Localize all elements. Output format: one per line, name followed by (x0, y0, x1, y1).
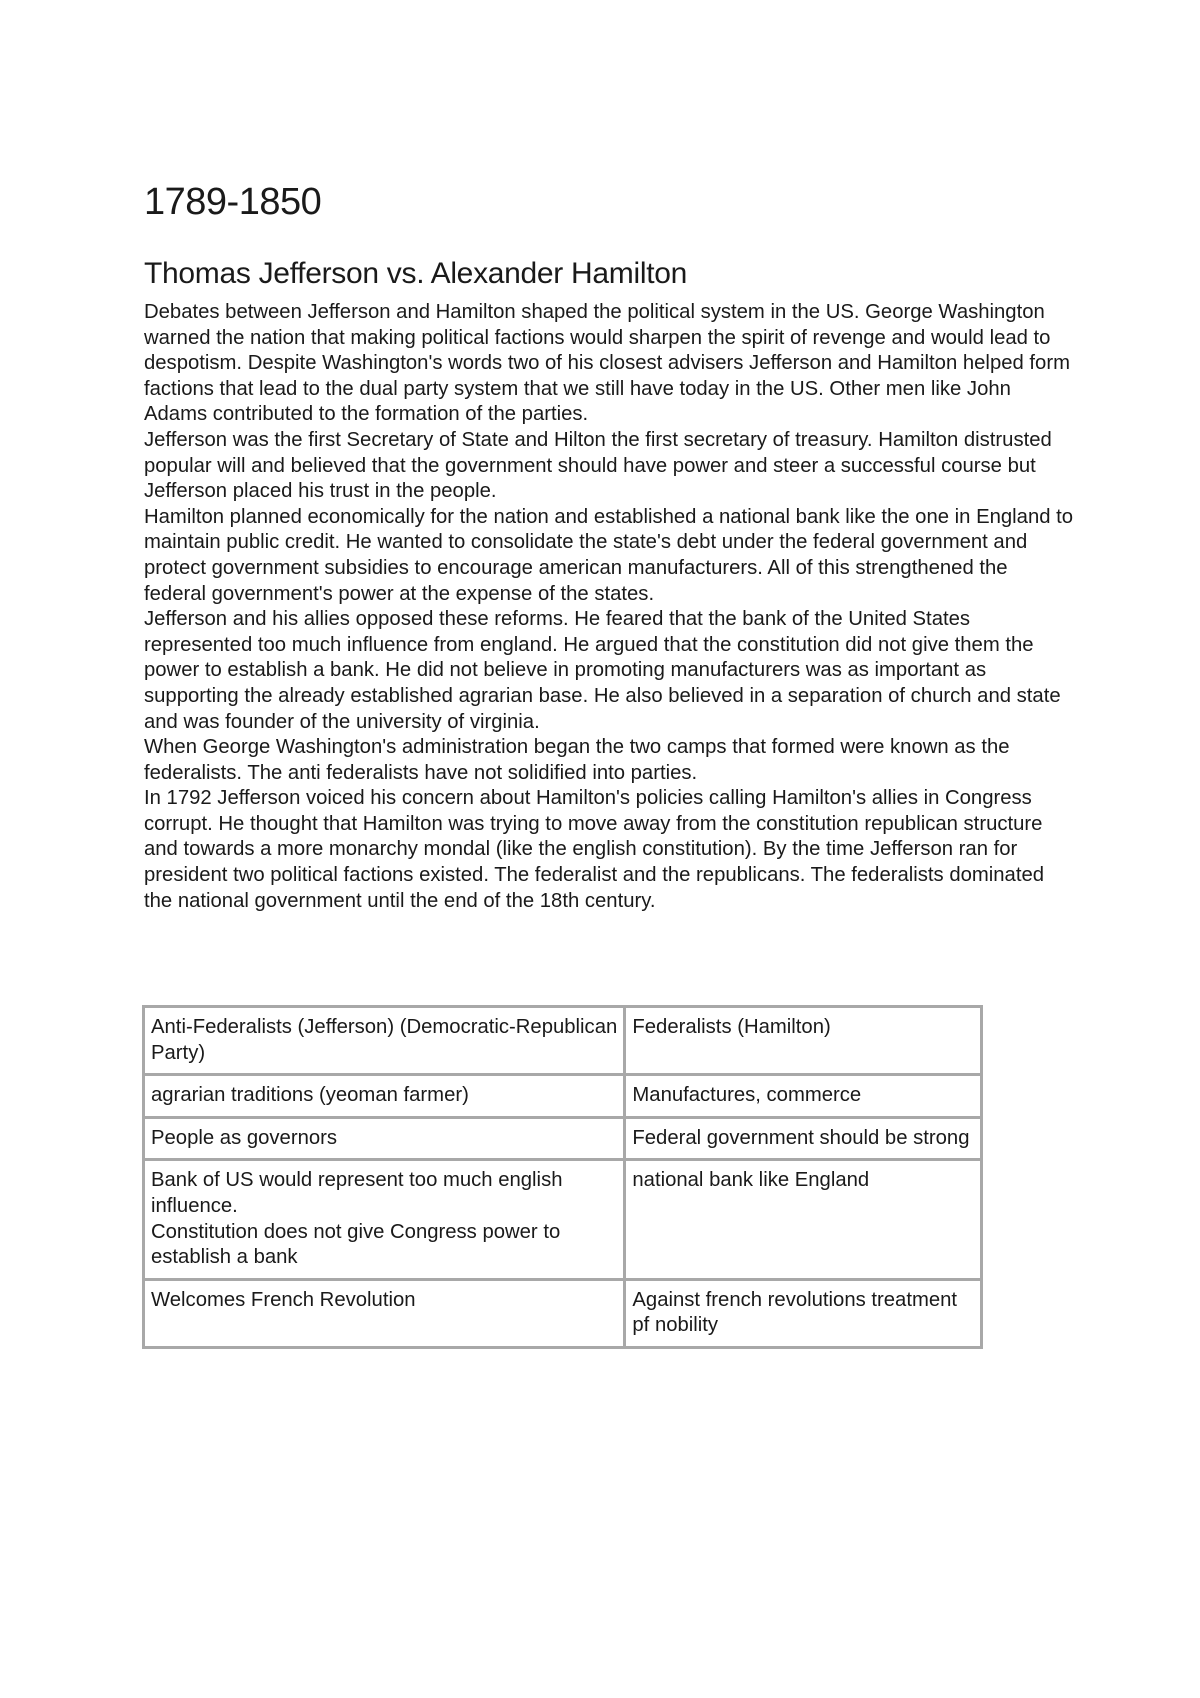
table-row (144, 1117, 982, 1160)
paragraph: Jefferson was the first Secretary of State and Hilton the first secretary of treasury. Hamilton distrusted popular will and believed that the government should have power and steer a successful course but Jefferson placed his trust in the people. (144, 428, 1052, 503)
table-row (144, 1279, 982, 1347)
table-cell: Manufactures, commerce (625, 1075, 982, 1118)
paragraph: Debates between Jefferson and Hamilton shaped the political system in the US. George Washington warned the nation that making political factions would sharpen the spirit of revenge and would lead to despotism. Despite Washington's words two of his closest advisers Jefferson and Hamilton helped form factions that lead to the dual party system that we still have today in the US. Other men like John Adams contributed to the formation of the parties. (144, 301, 1070, 426)
comparison-table (142, 1005, 983, 1349)
page-title: 1789-1850 (144, 181, 322, 223)
paragraph: In 1792 Jefferson voiced his concern about Hamilton's policies calling Hamilton's allies in Congress corrupt. He thought that Hamilton was trying to move away from the constitution republican structure and towards a more monarchy mondal (like the english constitution). By the time Jefferson ran for president two political factions existed. The federalist and the republicans. The federalists dominated the national government until the end of the 18th century. (144, 787, 1045, 912)
cell-line: Bank of US would represent too much english influence. (151, 1169, 563, 1217)
table-cell: national bank like England (625, 1160, 982, 1279)
table-cell: People as governors (144, 1117, 625, 1160)
paragraph: Jefferson and his allies opposed these reforms. He feared that the bank of the United States represented too much influence from england. He argued that the constitution did not give them the power to establish a bank. He did not believe in promoting manufacturers was as important as supporting the already established agrarian base. He also believed in a separation of church and state and was founder of the university of virginia. (144, 608, 1061, 733)
paragraph: When George Washington's administration began the two camps that formed were known as the federalists. The anti federalists have not solidified into parties. (144, 736, 1010, 784)
document-page (144, 178, 1074, 914)
table-row (144, 1007, 982, 1075)
table-cell: Federal government should be strong (625, 1117, 982, 1160)
cell-line: Constitution does not give Congress power to establish a bank (151, 1220, 561, 1269)
table-cell: Welcomes French Revolution (144, 1279, 625, 1347)
table-cell: Against french revolutions treatment pf nobility (625, 1279, 982, 1347)
paragraph: Hamilton planned economically for the nation and established a national bank like the one in England to maintain public credit. He wanted to consolidate the state's debt under the federal government and protect government subsidies to encourage american manufacturers. All of this strengthened the federal government's power at the expense of the states. (144, 505, 1074, 605)
table-cell-federalists-header: Federalists (Hamilton) (625, 1007, 982, 1075)
section-heading: Thomas Jefferson vs. Alexander Hamilton (144, 257, 688, 290)
table-row (144, 1075, 982, 1118)
table-cell: agrarian traditions (yeoman farmer) (144, 1075, 625, 1118)
body-text (144, 300, 1074, 914)
table-row (144, 1160, 982, 1279)
table-cell-anti-federalists-header: Anti-Federalists (Jefferson) (Democratic-Republican Party) (144, 1007, 625, 1075)
table-cell (144, 1160, 625, 1279)
